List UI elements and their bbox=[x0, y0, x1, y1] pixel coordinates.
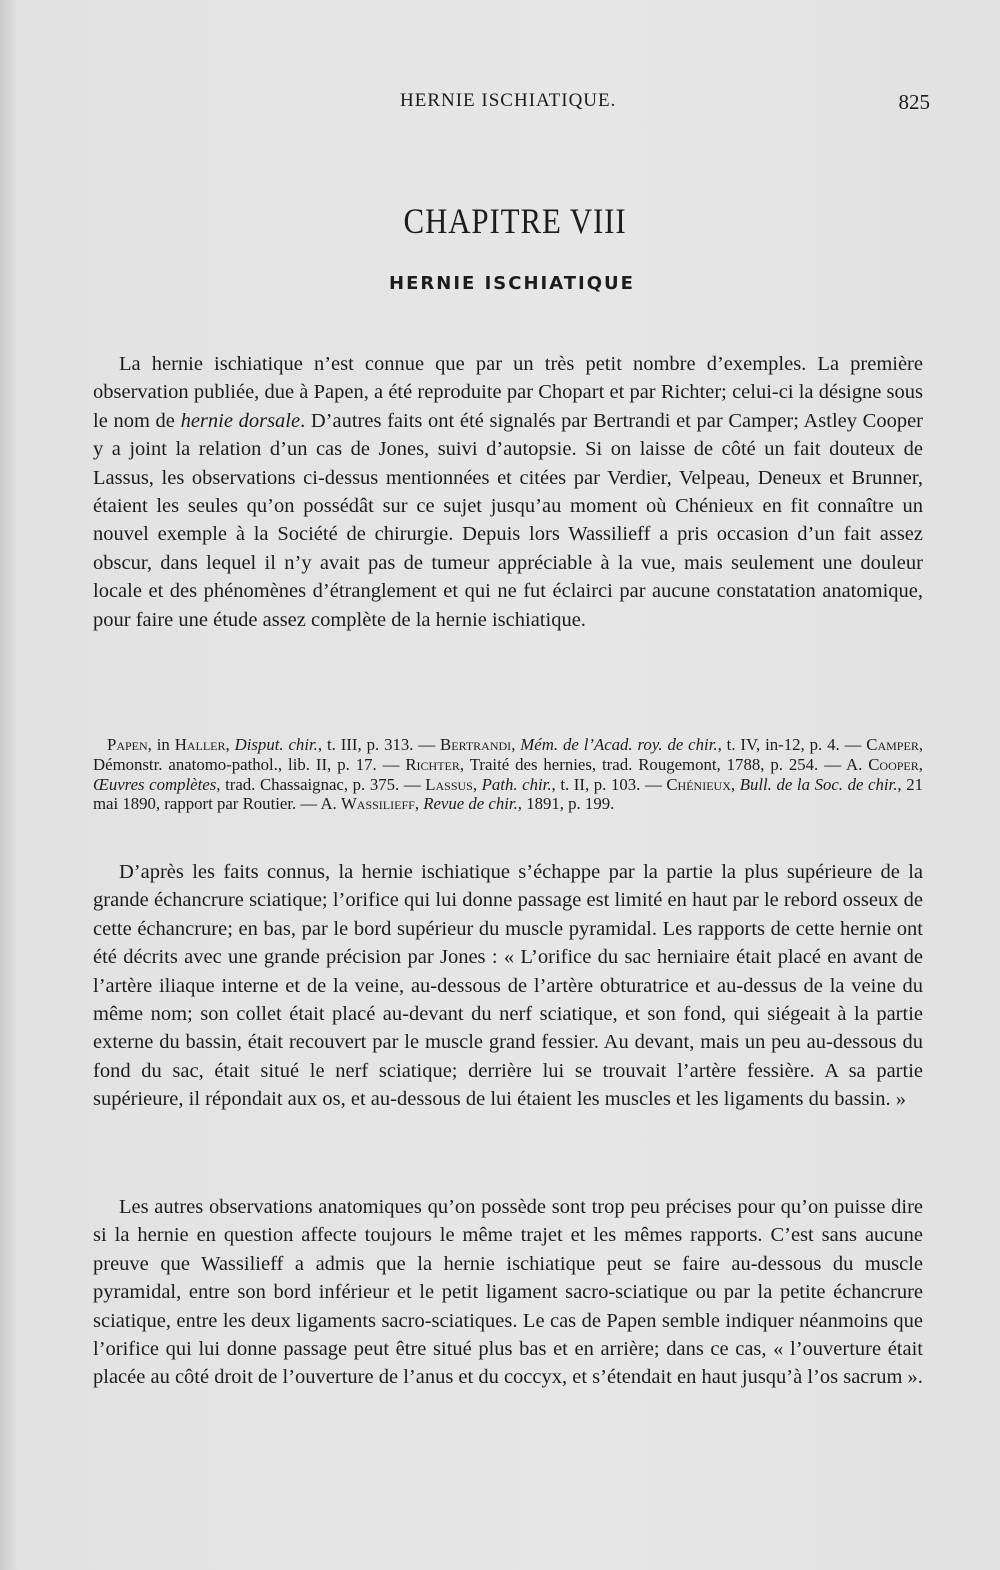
ref-author-haller: Haller bbox=[174, 735, 226, 754]
ref-author-wassilieff: Wassilieff bbox=[340, 794, 415, 814]
paragraph-3-block bbox=[93, 1193, 923, 1392]
paragraph-1-italic: hernie dorsale bbox=[180, 409, 301, 432]
ref-text: , t. III, p. 313. — bbox=[317, 735, 441, 754]
ref-work: Disput. chir. bbox=[234, 735, 318, 754]
paragraph-2: D’après les faits connus, la hernie ischiatique s’échappe par la partie la plus supérieure de la grande échancrure sciatique; l’orifice qui lui donne passage est limité en haut par le rebord osseux de cette échancrure; en bas, par le bord supérieur du muscle pyramidal. Les rapports de cette hernie ont été décrits avec une grande précision par Jones : « L’orifice du sac herniaire était placé en avant de l’artère iliaque interne et de la veine, au-dessous de l’artère obturatrice et au-dessus de la veine du même nom; son collet était placé au-devant du nerf sciatique, et son fond, qui siégeait à la partie externe du bassin, était recouvert par le muscle grand fessier. Au devant, mais un peu au-dessous du fond du sac, était situé le nerf sciatique; derrière lui se trouvait l’artère fessière. A sa partie supérieure, il répondait aux os, et au-dessous de lui étaient les muscles et les ligaments du bassin. » bbox=[93, 861, 923, 1111]
ref-text: , trad. Chassaignac, p. 375. — bbox=[216, 774, 426, 794]
ref-text: , bbox=[511, 735, 521, 754]
running-header bbox=[0, 90, 1000, 120]
ref-work: Revue de chir. bbox=[423, 794, 518, 814]
ref-text: , Traité des hernies, trad. Rougemont, 1788, p. 254. — A. bbox=[459, 754, 869, 774]
paragraph-1 bbox=[93, 350, 923, 634]
paragraph-2-block bbox=[93, 858, 923, 1114]
ref-author-cooper: Cooper bbox=[868, 754, 919, 774]
ref-author-chenieux: Chénieux bbox=[666, 774, 731, 794]
ref-author-camper: Camper bbox=[866, 735, 919, 754]
ref-text: , bbox=[472, 774, 482, 794]
ref-author-lassus: Lassus bbox=[425, 774, 473, 794]
ref-work: Bull. de la Soc. de chir. bbox=[739, 774, 898, 794]
ref-author-richter: Richter bbox=[405, 754, 460, 774]
paragraph-1-text-b: . D’autres faits ont été signalés par Bertrandi et par Camper; Astley Cooper y a joint la relation d’un cas de Jones, suivi d’autopsie. Si on laisse de côté un fait douteux de Lassus, les observations ci-dessus mentionnées et citées par Verdier, Velpeau, Deneux et Brunner, étaient les seules qu’on possédât sur ce sujet jusqu’au moment où Chénieux en fit connaître un nouvel exemple à la Société de chirurgie. Depuis lors Wassilieff a pris occasion d’un fait assez obscur, dans lequel il n’y avait pas de tumeur appréciable à la vue, mais seulement une douleur locale et des phénomènes d’étranglement et qui ne fut éclairci par aucune constatation anatomique, pour faire une étude assez complète de la hernie ischiatique. bbox=[93, 409, 923, 631]
ref-text: , bbox=[225, 735, 235, 754]
ref-text: , bbox=[918, 754, 923, 774]
ref-text: , 1891, p. 199. bbox=[517, 794, 615, 814]
paragraph-3: Les autres observations anatomiques qu’on possède sont trop peu précises pour qu’on puisse dire si la hernie en question affecte toujours le même trajet et les mêmes rapports. C’est sans aucune preuve que Wassilieff a admis que la hernie ischiatique peut se faire au-dessous du muscle pyramidal, entre son bord inférieur et le petit ligament sacro-sciatique ou par la petite échancrure sciatique, entre les deux ligaments sacro-sciatiques. Le cas de Papen semble indiquer néanmoins que l’orifice qui lui donne passage peut être situé plus bas et en arrière; dans ce cas, « l’ouverture était placée au côté droit de l’ouverture de l’anus et du coccyx, et s’étendait en haut jusqu’à l’os sacrum ». bbox=[93, 1196, 923, 1389]
ref-author-papen: Papen bbox=[107, 735, 148, 754]
chapter-title: CHAPITRE VIII bbox=[403, 201, 627, 241]
paragraph-1-text-a: La hernie ischiatique n’est connue que par un très petit nombre d’exemples. La première observation publiée, due à Papen, a été reproduite par Chopart et par Richter; celui-ci la désigne sous le nom de bbox=[93, 353, 923, 432]
running-title: HERNIE ISCHIATIQUE. bbox=[400, 90, 617, 111]
ref-work: Œuvres complètes bbox=[93, 774, 217, 794]
ref-text: , 21 mai 1890, rapport par Routier. — A. bbox=[93, 774, 924, 814]
bibliographic-references bbox=[93, 735, 923, 814]
ref-text: , Démonstr. anatomo-pathol., lib. II, p. 17. — bbox=[93, 735, 924, 774]
ref-text: , bbox=[414, 794, 424, 814]
ref-author-bertrandi: Bertrandi bbox=[440, 735, 512, 754]
page-number: 825 bbox=[898, 90, 930, 114]
section-title: HERNIE ISCHIATIQUE bbox=[389, 273, 635, 294]
paragraph-1-block bbox=[93, 350, 923, 634]
ref-work: Mém. de l’Acad. roy. de chir. bbox=[520, 735, 718, 754]
ref-work: Path. chir. bbox=[481, 774, 552, 794]
ref-text: , bbox=[730, 774, 740, 794]
ref-text: , in bbox=[147, 735, 175, 754]
ref-text: , t. II, p. 103. — bbox=[551, 774, 667, 794]
ref-text: , t. IV, in-12, p. 4. — bbox=[717, 735, 867, 754]
